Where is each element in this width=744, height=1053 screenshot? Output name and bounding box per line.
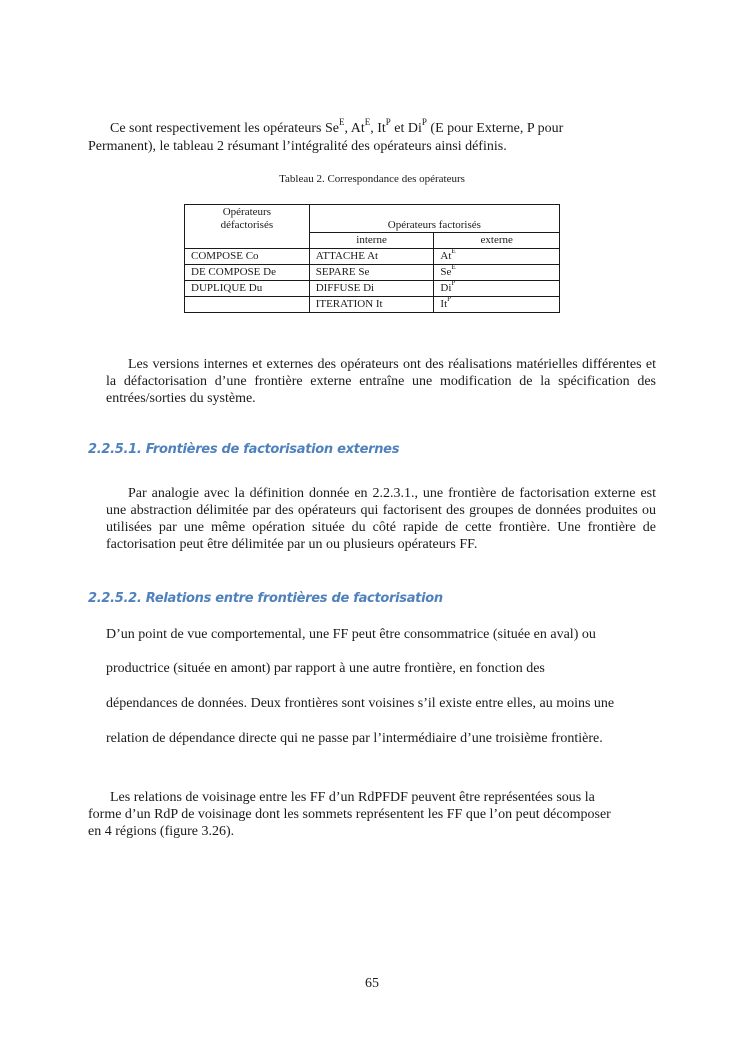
section1-line1: Par analogie avec la définition donnée en 2.2.3.1., une frontière de factorisation externe: [128, 486, 636, 501]
para-versions-line1: Les versions internes et externes des opérateurs ont des réalisations matérielles: [128, 357, 578, 372]
table-header-row: [185, 205, 560, 233]
header-externe: externe: [434, 233, 560, 249]
table-row: [185, 249, 560, 265]
cell-interne: DIFFUSE Di: [309, 281, 434, 297]
section1-line2: est une abstraction délimitée par des opérateurs qui factorisent des groupes de données: [106, 486, 657, 518]
cell-externe: [434, 281, 560, 297]
section-heading-2-2-5-1: 2.2.5.1. Frontières de factorisation externes: [88, 442, 400, 457]
intro-text-3: , It: [370, 121, 386, 136]
cell-defact: COMPOSE Co: [185, 249, 310, 265]
cell-defact: [185, 297, 310, 313]
cell-externe-base: Se: [440, 266, 452, 278]
header-defact-line1: Opérateurs: [222, 206, 271, 218]
header-defact-line2: défactorisés: [220, 219, 274, 231]
cell-interne: ITERATION It: [309, 297, 434, 313]
page-number: 65: [365, 976, 379, 991]
cell-externe: [434, 297, 560, 313]
header-defactorises: [185, 205, 310, 249]
intro-text-1: Ce sont respectivement les opérateurs Se: [110, 121, 339, 136]
cell-defact: DUPLIQUE Du: [185, 281, 310, 297]
intro-sup-1: E: [338, 117, 345, 128]
section1-line3: produites ou utilisées par une même opération située du côté rapide de cette frontière. Une: [106, 503, 656, 535]
section2-line4: relation de dépendance directe qui ne passe par l’intermédiaire d’une troisième frontière.: [106, 731, 603, 746]
cell-externe-base: Di: [440, 282, 452, 294]
cell-externe-sup: E: [451, 263, 456, 272]
intro-sup-4: P: [421, 117, 427, 128]
table-row: [185, 297, 560, 313]
cell-interne: ATTACHE At: [309, 249, 434, 265]
intro-line-1: [110, 117, 564, 137]
section2-line3: dépendances de données. Deux frontières sont voisines s’il existe entre elles, au moins une: [106, 696, 615, 711]
cell-externe-sup: P: [447, 295, 452, 304]
cell-interne: SEPARE Se: [309, 265, 434, 281]
section1-paragraph: [106, 485, 656, 553]
para-versions: [106, 356, 656, 407]
intro-sup-3: P: [385, 117, 391, 128]
cell-externe-sup: P: [451, 279, 456, 288]
cell-externe-base: At: [440, 250, 452, 262]
section-heading-2-2-5-2: 2.2.5.2. Relations entre frontières de factorisation: [88, 591, 443, 606]
voisinage-line2: forme d’un RdP de voisinage dont les sommets représentent les FF que l’on peut décomposer: [88, 807, 611, 822]
voisinage-line1: Les relations de voisinage entre les FF d’un RdPFDF peuvent être représentées sous la: [110, 790, 595, 805]
cell-externe-sup: E: [451, 247, 456, 256]
section2-line1: D’un point de vue comportemental, une FF peut être consommatrice (située en aval) ou: [106, 627, 596, 642]
section2-line2: productrice (située en amont) par rapport à une autre frontière, en fonction des: [106, 661, 545, 676]
cell-externe-base: It: [440, 298, 448, 310]
intro-text-2: , At: [344, 121, 365, 136]
header-interne: interne: [309, 233, 434, 249]
intro-text-4: et Di: [390, 121, 422, 136]
table-row: [185, 281, 560, 297]
para-versions-line3: spécification des entrées/sorties du système.: [106, 374, 657, 406]
intro-line-2: Permanent), le tableau 2 résumant l’intégralité des opérateurs ainsi définis.: [88, 139, 507, 154]
intro-text-5: (E pour Externe, P pour: [426, 121, 564, 136]
table-caption: Tableau 2. Correspondance des opérateurs: [279, 173, 465, 185]
cell-defact: DE COMPOSE De: [185, 265, 310, 281]
section1-line4: frontière de factorisation peut être délimitée par un ou plusieurs opérateurs FF.: [106, 520, 656, 552]
table-row: [185, 265, 560, 281]
voisinage-line3: en 4 régions (figure 3.26).: [88, 824, 235, 839]
intro-sup-2: E: [364, 117, 371, 128]
para-versions-line2: différentes et la défactorisation d’une frontière externe entraîne une modification de la: [106, 357, 656, 389]
operators-table: [184, 204, 560, 313]
header-factorises: Opérateurs factorisés: [309, 205, 559, 233]
